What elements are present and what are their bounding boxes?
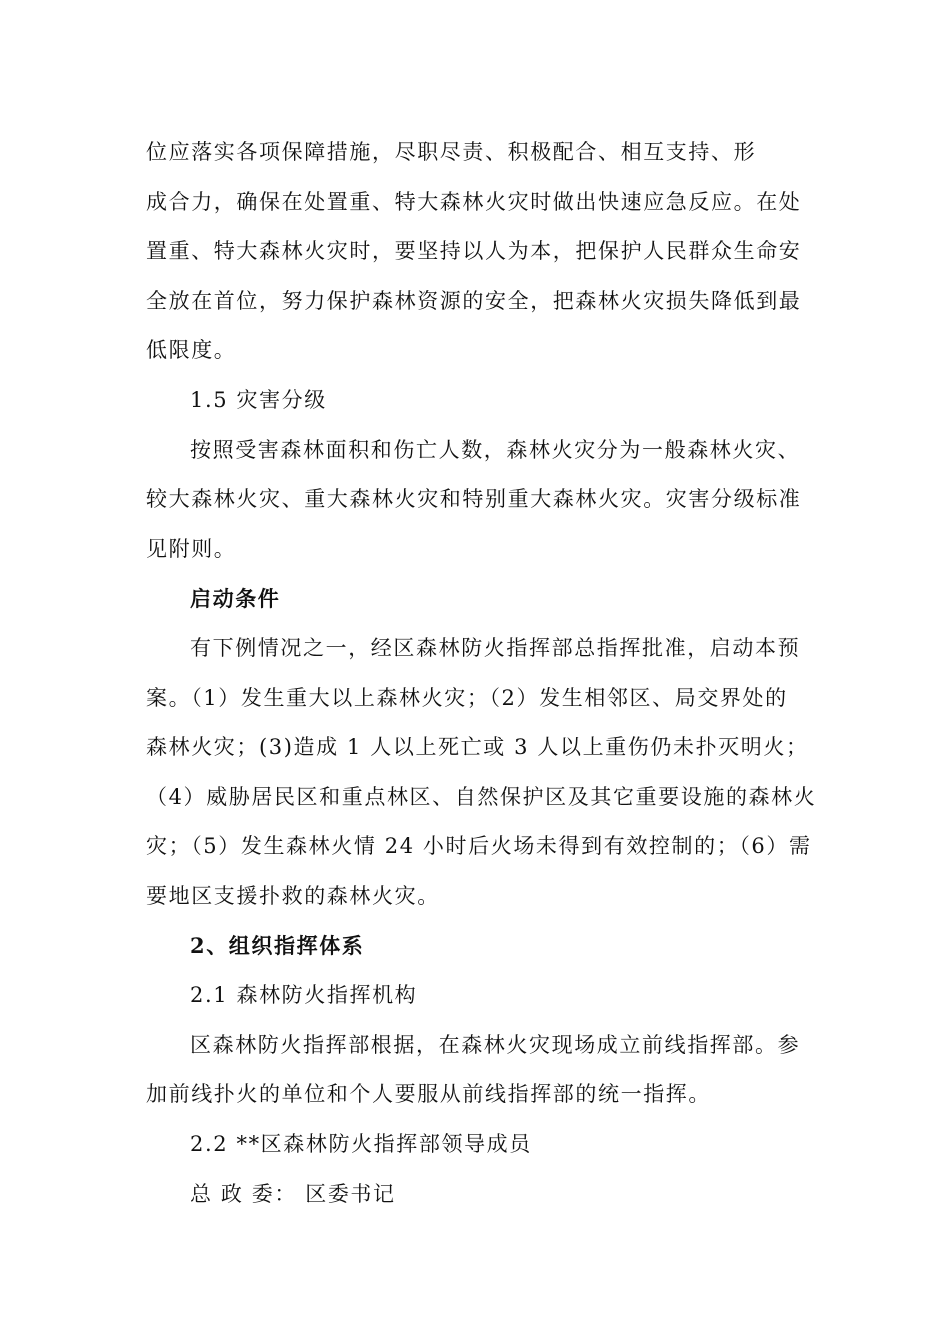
paragraph-line: 案。（1）发生重大以上森林火灾；（2）发生相邻区、局交界处的 <box>146 686 788 710</box>
paragraph-line: 低限度。 <box>146 338 237 362</box>
paragraph-line: （4）威胁居民区和重点林区、自然保护区及其它重要设施的森林火 <box>146 785 817 809</box>
section-heading-2-1: 2.1 森林防火指挥机构 <box>190 983 418 1007</box>
paragraph-line: 位应落实各项保障措施，尽职尽责、积极配合、相互支持、形 <box>146 140 757 164</box>
section-heading-2: 2、组织指挥体系 <box>190 933 365 958</box>
paragraph-line: 要地区支援扑救的森林火灾。 <box>146 884 440 908</box>
paragraph-line: 有下例情况之一，经区森林防火指挥部总指挥批准，启动本预 <box>190 636 801 660</box>
paragraph-line: 置重、特大森林火灾时，要坚持以人为本，把保护人民群众生命安 <box>146 239 802 263</box>
section-heading-1-5: 1.5 灾害分级 <box>190 388 327 412</box>
paragraph-line: 成合力，确保在处置重、特大森林火灾时做出快速应急反应。在处 <box>146 190 802 214</box>
paragraph-line: 见附则。 <box>146 537 237 561</box>
section-heading-2-2: 2.2 **区森林防火指挥部领导成员 <box>190 1132 532 1156</box>
paragraph-line: 按照受害森林面积和伤亡人数，森林火灾分为一般森林火灾、 <box>190 438 801 462</box>
paragraph-line: 灾；（5）发生森林火情 24 小时后火场未得到有效控制的；（6）需 <box>146 834 812 858</box>
paragraph-line: 加前线扑火的单位和个人要服从前线指挥部的统一指挥。 <box>146 1082 711 1106</box>
paragraph-line: 全放在首位，努力保护森林资源的安全，把森林火灾损失降低到最 <box>146 289 802 313</box>
paragraph-line: 区森林防火指挥部根据，在森林火灾现场成立前线指挥部。参 <box>190 1033 801 1057</box>
section-heading-start-conditions: 启动条件 <box>190 586 281 611</box>
paragraph-line: 较大森林火灾、重大森林火灾和特别重大森林火灾。灾害分级标准 <box>146 487 802 511</box>
paragraph-line: 森林火灾；(3)造成 1 人以上死亡或 3 人以上重伤仍未扑灭明火； <box>146 735 809 759</box>
leader-entry: 总 政 委： 区委书记 <box>190 1182 396 1206</box>
